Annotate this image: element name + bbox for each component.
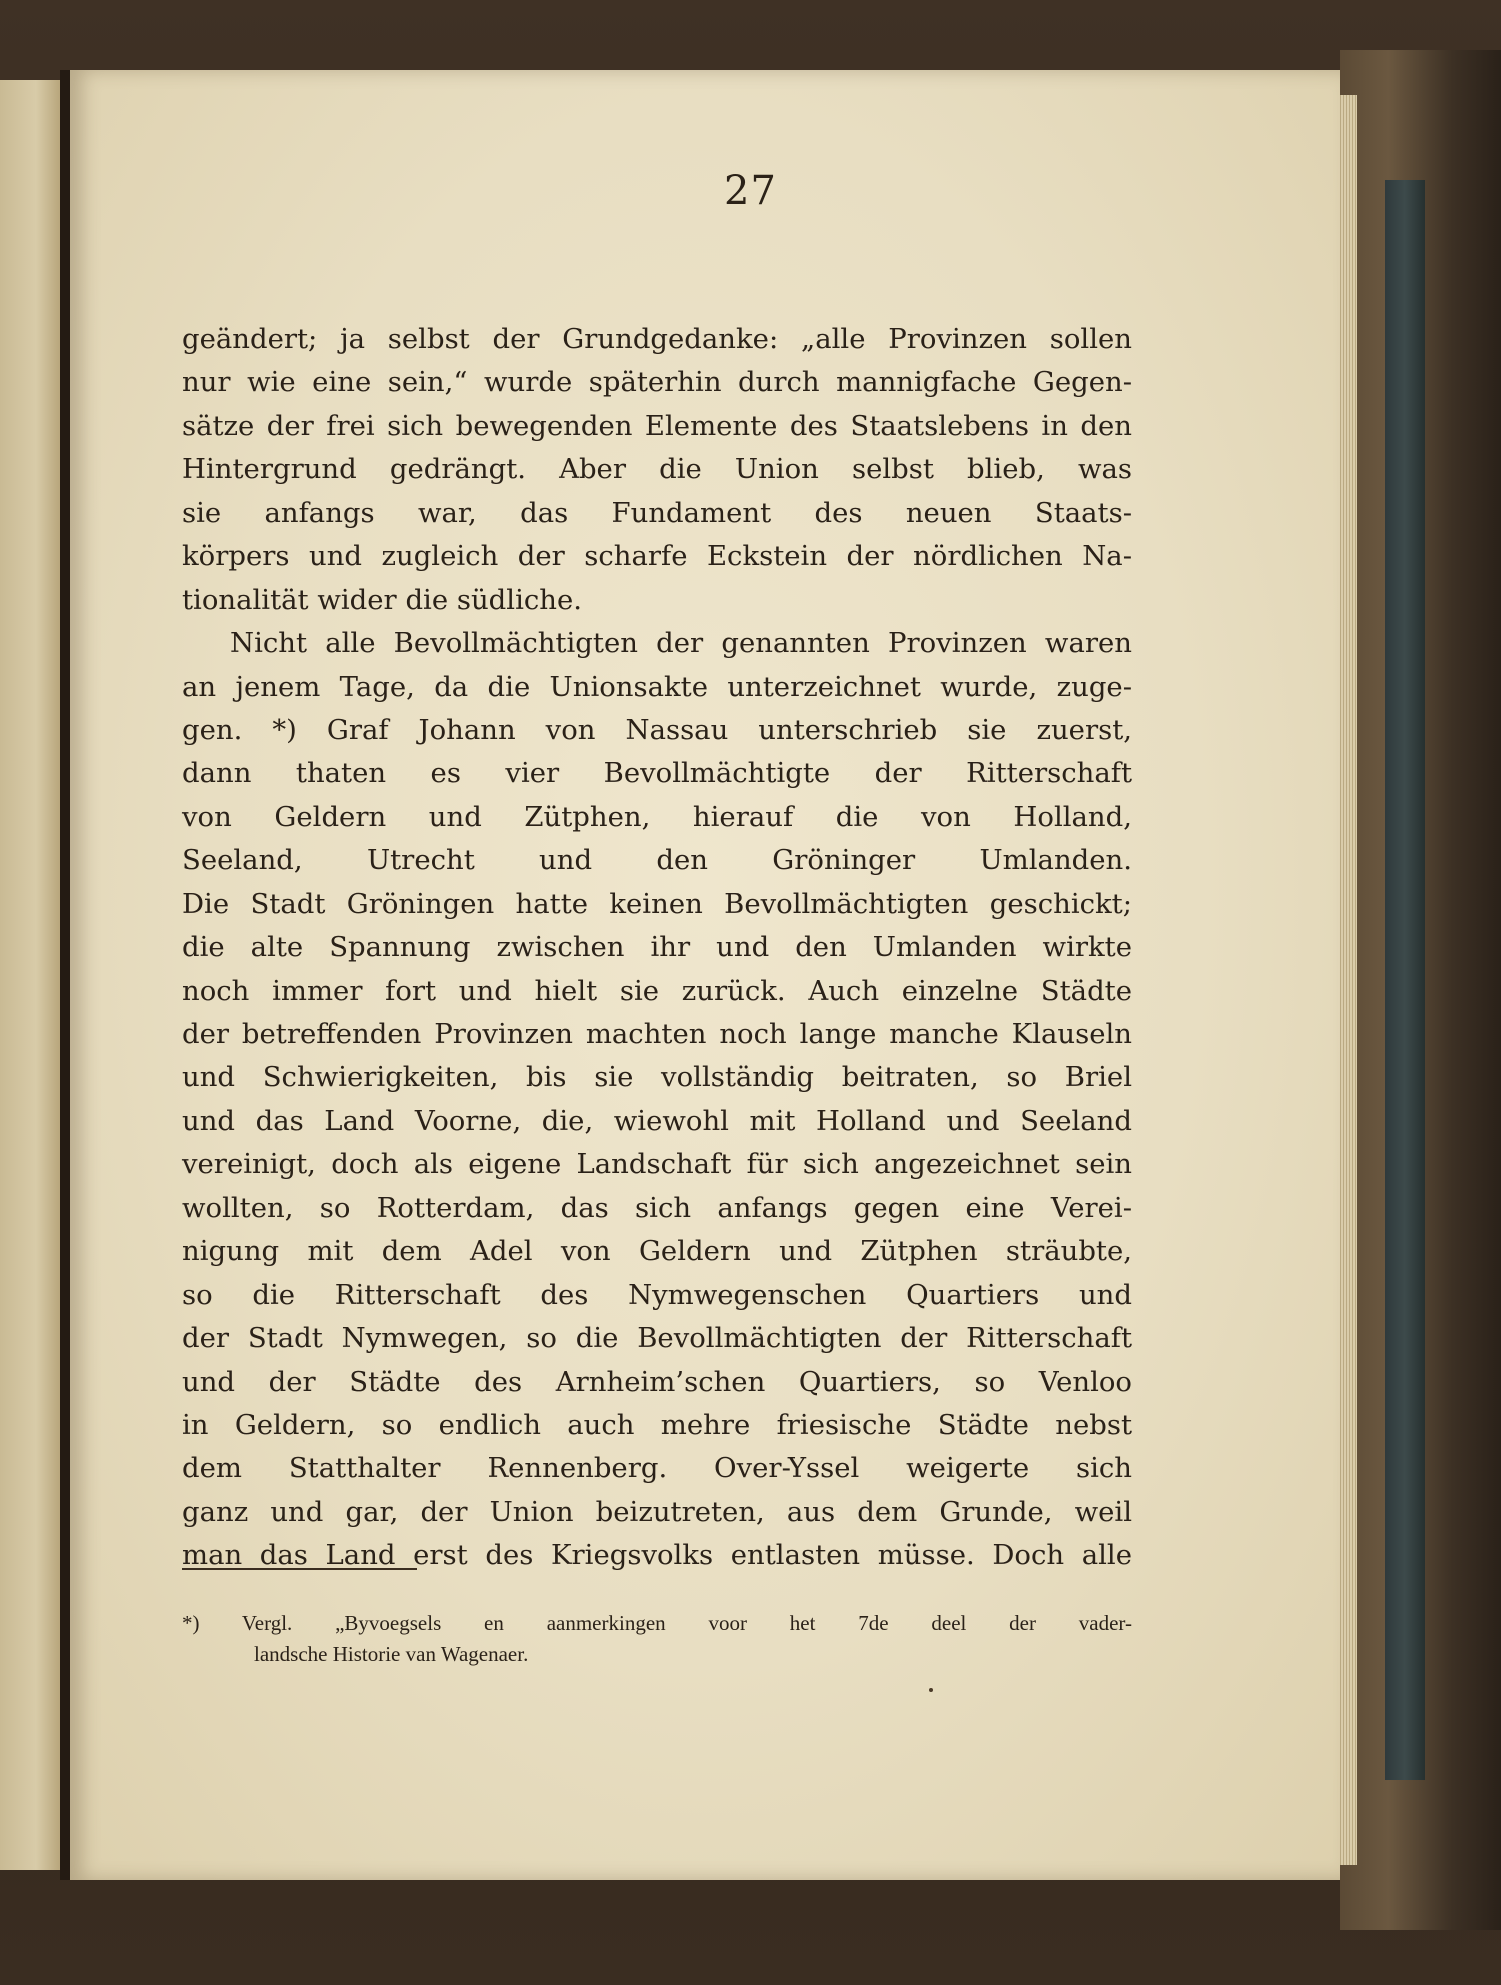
text-line: der betreffenden Provinzen machten noch lange manche Klauseln	[182, 1018, 1132, 1050]
text-line: vereinigt, doch als eigene Landschaft für sich angezeichnet sein	[182, 1148, 1132, 1181]
text-line: an jenem Tage, da die Unionsakte unterzeichnet wurde, zuge-	[182, 670, 1132, 703]
text-line: Die Stadt Gröningen hatte keinen Bevollmächtigten geschickt;	[182, 887, 1132, 920]
text-line: die alte Spannung zwischen ihr und den Umlanden wirkte	[182, 931, 1132, 964]
text-line: geändert; ja selbst der Grundgedanke: „alle Provinzen sollen	[182, 323, 1132, 355]
text-line: dann thaten es vier Bevollmächtigte der Ritterschaft	[182, 757, 1132, 790]
book-cover-strip	[1385, 180, 1425, 1780]
text-line: Seeland, Utrecht und den Gröninger Umlanden.	[182, 844, 1132, 877]
text-line: gen. *) Graf Johann von Nassau unterschrieb sie zuerst,	[182, 713, 1132, 746]
text-line: ganz und gar, der Union beizutreten, aus dem Grunde, weil	[182, 1495, 1132, 1528]
text-line: man das Land erst des Kriegsvolks entlasten müsse. Doch alle	[182, 1539, 1132, 1572]
body-text	[182, 318, 1132, 1578]
text-line: tionalität wider die südliche.	[182, 583, 582, 616]
left-facing-page	[0, 80, 60, 1870]
text-line: und der Städte des Arnheim’schen Quartiers, so Venloo	[182, 1365, 1132, 1398]
footnote-line: landsche Historie van Wagenaer.	[254, 1642, 529, 1666]
footnote-line: *) Vergl. „Byvoegsels en aanmerkingen voor het 7de deel der vader-	[182, 1611, 1132, 1635]
footnote	[182, 1608, 1132, 1670]
text-line: wollten, so Rotterdam, das sich anfangs gegen eine Verei-	[182, 1191, 1132, 1224]
text-line: nur wie eine sein,“ wurde späterhin durch mannigfache Gegen-	[182, 366, 1132, 399]
book-gutter	[60, 70, 70, 1880]
text-line: Nicht alle Bevollmächtigten der genannten Provinzen waren	[230, 627, 1132, 660]
text-line: der Stadt Nymwegen, so die Bevollmächtigten der Ritterschaft	[182, 1322, 1132, 1355]
text-line: von Geldern und Zütphen, hierauf die von Holland,	[182, 800, 1132, 833]
footnote-divider	[182, 1568, 417, 1570]
text-line: dem Statthalter Rennenberg. Over-Yssel weigerte sich	[182, 1452, 1132, 1485]
text-line: sie anfangs war, das Fundament des neuen Staats-	[182, 496, 1132, 529]
text-line: so die Ritterschaft des Nymwegenschen Quartiers und	[182, 1278, 1132, 1311]
text-line: sätze der frei sich bewegenden Elemente des Staatslebens in den	[182, 409, 1132, 442]
text-line: und das Land Voorne, die, wiewohl mit Holland und Seeland	[182, 1104, 1132, 1137]
text-line: und Schwierigkeiten, bis sie vollständig beitraten, so Briel	[182, 1061, 1132, 1094]
paper-speck	[929, 1688, 933, 1692]
text-line: noch immer fort und hielt sie zurück. Auch einzelne Städte	[182, 974, 1132, 1007]
text-line: Hintergrund gedrängt. Aber die Union selbst blieb, was	[182, 453, 1132, 486]
text-line: in Geldern, so endlich auch mehre friesische Städte nebst	[182, 1408, 1132, 1441]
page-number: 27	[724, 168, 777, 214]
text-line: körpers und zugleich der scharfe Eckstein der nördlichen Na-	[182, 540, 1132, 573]
text-line: nigung mit dem Adel von Geldern und Zütphen sträubte,	[182, 1235, 1132, 1268]
